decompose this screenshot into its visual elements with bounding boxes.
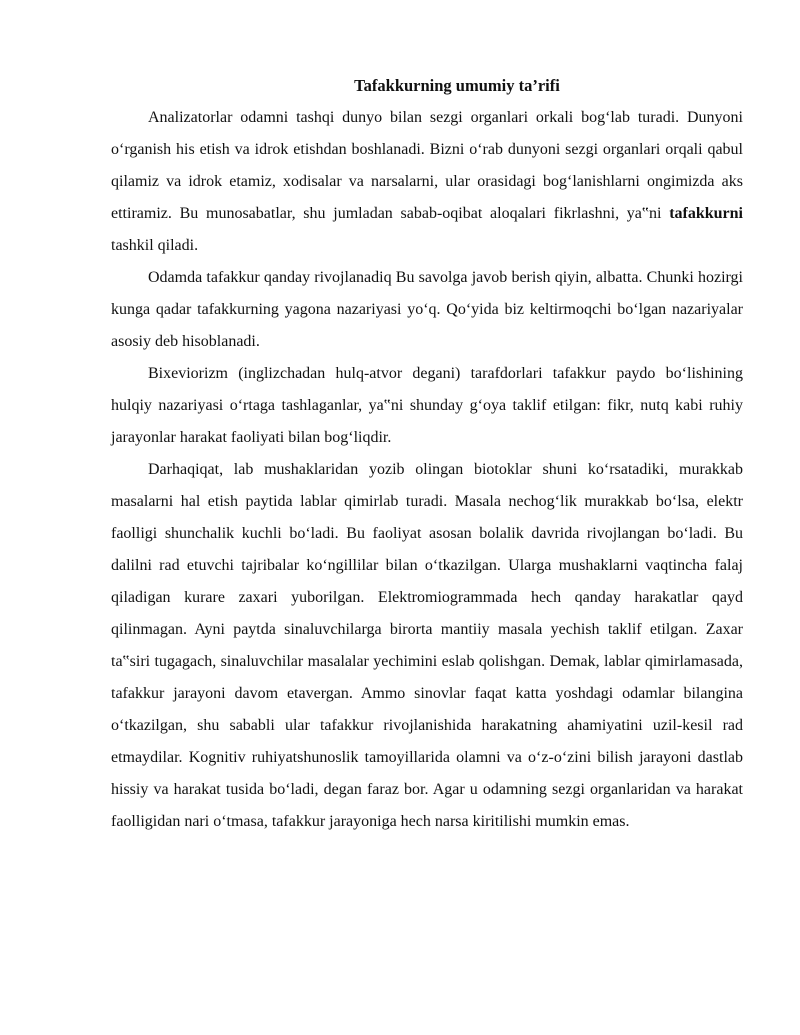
document-title: Tafakkurning umumiy ta’rifi [354, 76, 560, 95]
document-page [111, 70, 743, 838]
paragraph-2: Odamda tafakkur qanday rivojlanadiq Bu savolga javob berish qiyin, albatta. Chunki hozirgi kunga qadar tafakkurning yagona nazariyasi yo‘q. Qo‘yida biz keltirmoqchi bo‘lgan nazariyalar asosiy deb hisoblanadi. [111, 269, 743, 350]
paragraph-1-end: tashkil qiladi. [111, 237, 199, 254]
paragraph-1 [111, 102, 743, 262]
bold-term: tafakkurni [669, 205, 743, 222]
paragraph-4: Darhaqiqat, lab mushaklaridan yozib olingan biotoklar shuni ko‘rsatadiki, murakkab masalarni hal etish paytida lablar qimirlab turadi. Masala nechog‘lik murakkab bo‘lsa, elektr faolligi shunchalik kuchli bo‘ladi. Bu faoliyat asosan bolalik davrida rivojlangan bo‘ladi. Bu dalilni rad etuvchi tajribalar ko‘ngillilar bilan o‘tkazilgan. Ularga mushaklarni vaqtincha falaj qiladigan kurare zaxari yuborilgan. Elektromiogrammada hech qanday harakatlar qayd qilinmagan. Ayni paytda sinaluvchilarga birorta mantiiy masala yechish taklif etilgan. Zaxar ta‟siri tugagach, sinaluvchilar masalalar yechimini eslab qolishgan. Demak, lablar qimirlamasada, tafakkur jarayoni davom etavergan. Ammo sinovlar faqat katta yoshdagi odamlar bilangina o‘tkazilgan, shu sababli ular tafakkur rivojlanishida harakatning ahamiyatini uzil-kesil rad etmaydilar. Kognitiv ruhiyatshunoslik tamoyillarida olamni va o‘z-o‘zini bilish jarayoni dastlab hissiy va harakat tusida bo‘ladi, degan faraz bor. Agar u odamning sezgi organlaridan va harakat faolligidan nari o‘tmasa, tafakkur jarayoniga hech narsa kiritilishi mumkin emas. [111, 461, 743, 830]
paragraph-3: Bixeviorizm (inglizchadan hulq-atvor degani) tarafdorlari tafakkur paydo bo‘lishining hulqiy nazariyasi o‘rtaga tashlaganlar, ya‟ni shunday g‘oya taklif etilgan: fikr, nutq kabi ruhiy jarayonlar harakat faoliyati bilan bog‘liqdir. [111, 365, 743, 446]
paragraph-1-text: Analizatorlar odamni tashqi dunyo bilan sezgi organlari orkali bog‘lab turadi. Dunyoni o‘rganish his etish va idrok etishdan boshlanadi. Bizni o‘rab dunyoni sezgi organlari orqali qabul qilamiz va idrok etamiz, xodisalar va narsalarni, ular orasidagi bog‘lanishlarni ongimizda aks ettiramiz. Bu munosabatlar, shu jumladan sabab-oqibat aloqalari fikrlashni, ya‟ni [111, 109, 743, 222]
